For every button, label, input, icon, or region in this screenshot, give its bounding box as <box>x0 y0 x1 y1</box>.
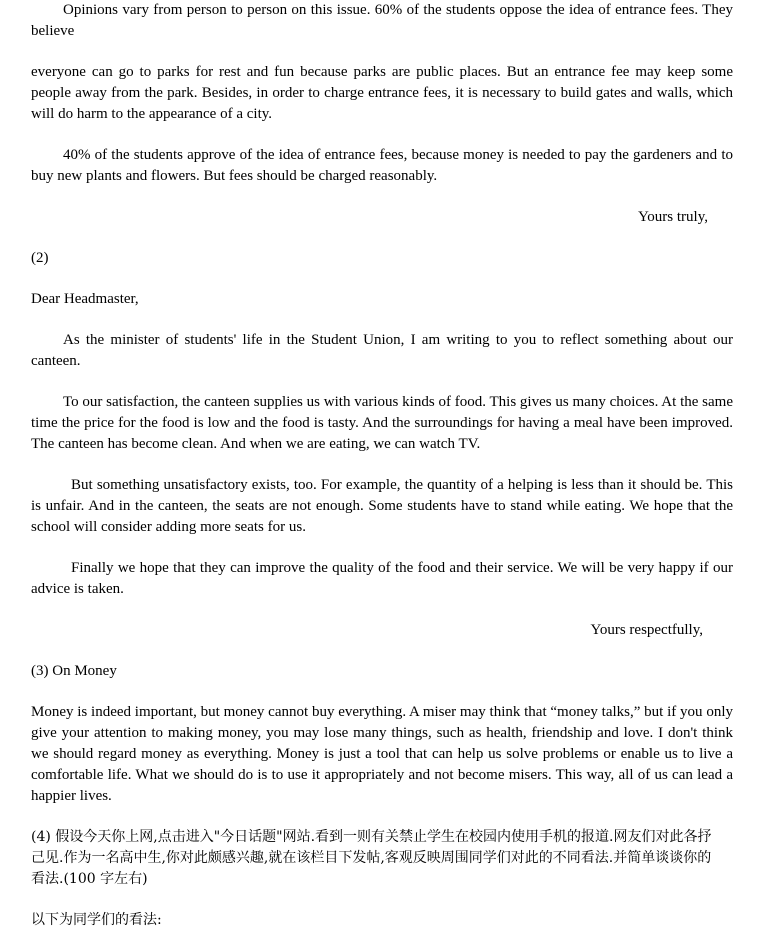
letter2-paragraph-3: But something unsatisfactory exists, too. For example, the quantity of a helping is less than it should be. This is unfair. And in the canteen, the seats are not enough. Some students have to stand while eating. We hope that the school will consider adding more seats for us. <box>31 477 733 535</box>
letter1-closing: Yours truly, <box>637 209 708 225</box>
document-page <box>31 0 733 931</box>
letter1-paragraph-3: 40% of the students approve of the idea of entrance fees, because money is needed to pay the gardeners and to buy new plants and flowers. But fees should be charged reasonably. <box>31 147 733 184</box>
letter1-paragraph-2: everyone can go to parks for rest and fun because parks are public places. But an entrance fee may keep some people away from the park. Besides, in order to charge entrance fees, it is necessary to build gates and walls, which will do harm to the appearance of a city. <box>31 64 733 122</box>
letter2-paragraph-1: As the minister of students' life in the Student Union, I am writing to you to reflect something about our canteen. <box>31 332 733 369</box>
letter2-number: (2) <box>31 250 49 266</box>
letter2-closing: Yours respectfully, <box>590 622 703 638</box>
letter2-salutation: Dear Headmaster, <box>31 291 139 307</box>
letter2-paragraph-4: Finally we hope that they can improve the quality of the food and their service. We will be very happy if our advice is taken. <box>31 560 733 597</box>
letter2-paragraph-2: To our satisfaction, the canteen supplies us with various kinds of food. This gives us many choices. At the same time the price for the food is low and the food is tasty. And the surroundings for having a meal have been improved. The canteen has become clean. And when we are eating, we can watch TV. <box>31 394 733 452</box>
task4-prompt: (4) 假设今天你上网,点击进入"今日话题"网站.看到一则有关禁止学生在校园内使用手机的报道.网友们对此各抒己见.作为一名高中生,你对此颇感兴趣,就在该栏目下发帖,客观反映周围同学们对此的不同看法.并简单谈谈你的看法.(100 字左右) <box>31 829 712 887</box>
essay3-body: Money is indeed important, but money cannot buy everything. A miser may think that “money talks,” but if you only give your attention to making money, you may lose many things, such as health, friendship and love. I don't think we should regard money as everything. Money is just a tool that can help us solve problems or enable us to live a comfortable life. What we should do is to use it appropriately and not become misers. This way, all of us can lead a happier lives. <box>31 704 733 804</box>
letter1-paragraph-1: Opinions vary from person to person on this issue. 60% of the students oppose the idea of entrance fees. They believe <box>31 2 733 39</box>
essay3-heading: (3) On Money <box>31 663 117 679</box>
task4-subheading: 以下为同学们的看法: <box>31 912 162 928</box>
